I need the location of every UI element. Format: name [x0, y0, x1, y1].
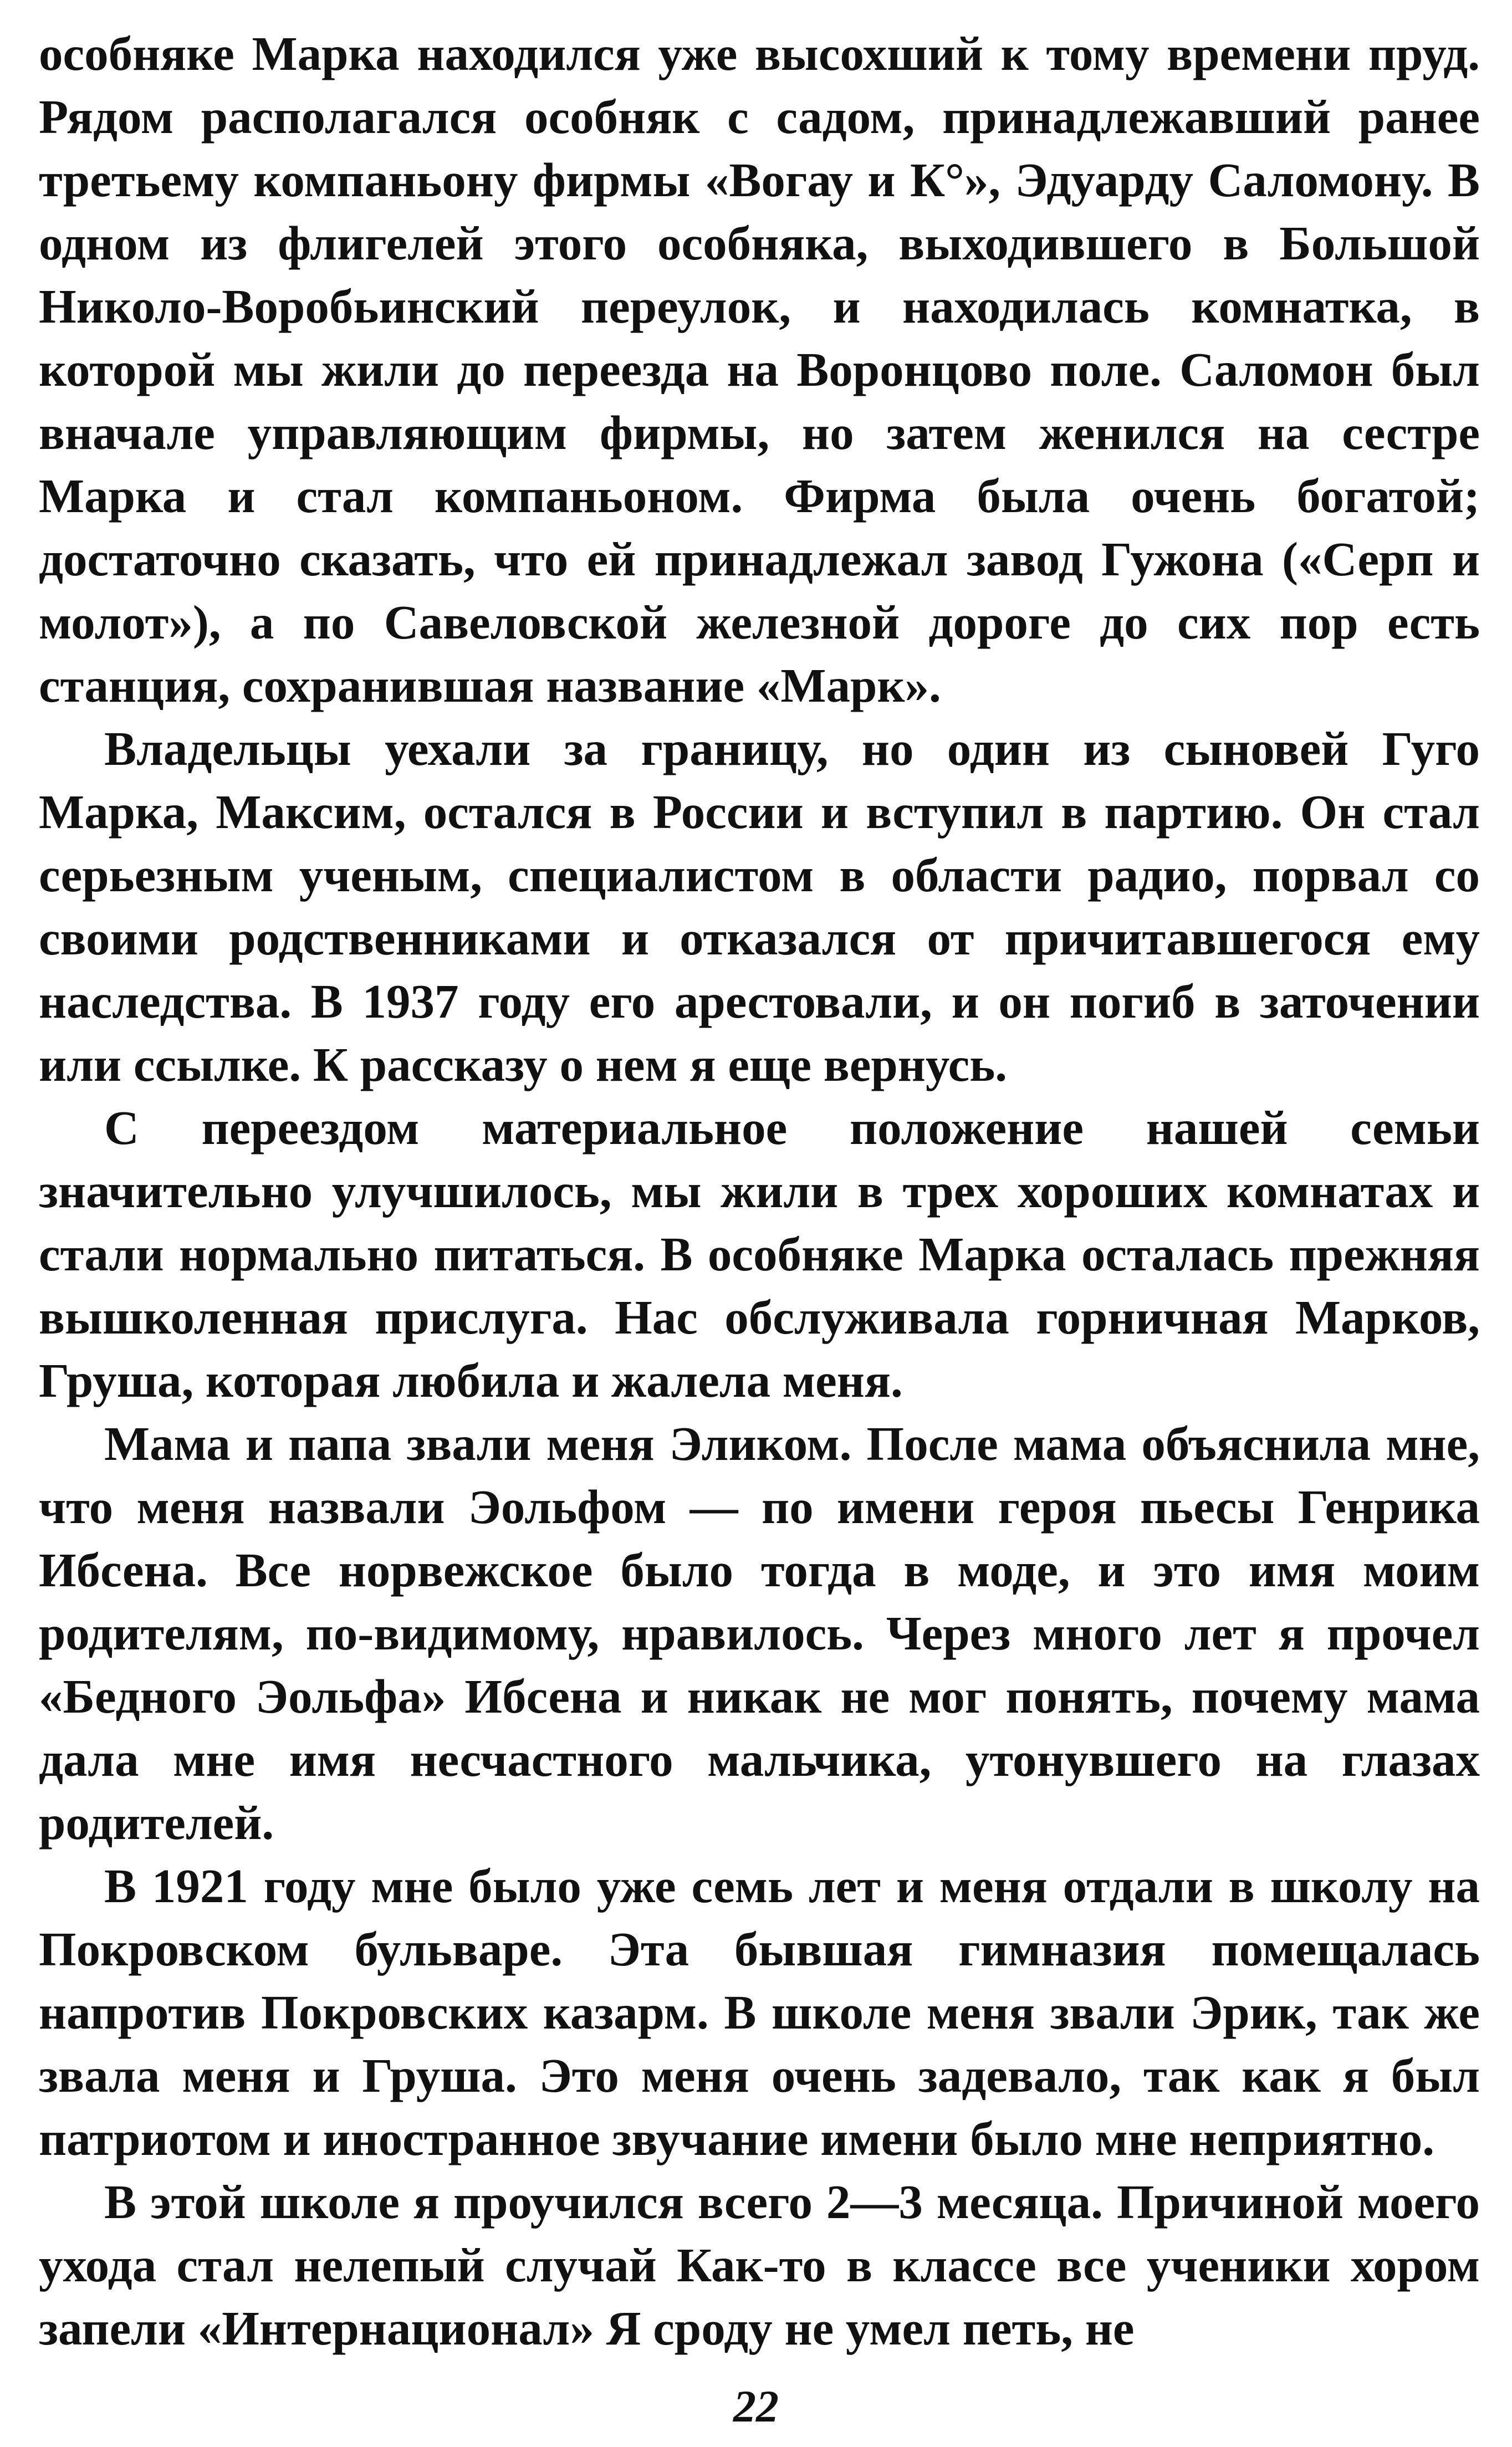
paragraph-moving: С переездом материальное положение нашей семьи значительно улучшилось, мы жили в трех хороших комнатах и стали нормально питаться. В особняке Марка осталась прежняя вышколенная прислуга. Нас обслуживала горничная Марков, Груша, которая любила и жалела меня. — [39, 1101, 1480, 1407]
paragraph-school-leaving: В этой школе я проучился всего 2—3 месяца. Причиной моего ухода стал нелепый случай Как-то в классе все ученики хором запели «Интернационал» Я сроду не умел петь, не — [39, 2175, 1480, 2355]
paragraph-name-elik: Мама и папа звали меня Эликом. После мама объяснила мне, что меня назвали Эольфом — по имени героя пьесы Генрика Ибсена. Все норвежское было тогда в моде, и это имя моим родителям, по-видимому, нравилось. Через много лет я прочел «Бедного Эольфа» Ибсена и никак не мог понять, почему мама дала мне имя несчастного мальчика, утонувшего на глазах родителей. — [39, 1417, 1480, 1850]
book-page — [39, 22, 1480, 2405]
text-body — [39, 22, 1480, 2360]
page-number: 22 — [733, 2381, 779, 2431]
paragraph-school-1921: В 1921 году мне было уже семь лет и меня отдали в школу на Покровском бульваре. Эта бывшая гимназия помещалась напротив Покровских казарм. В школе меня звали Эрик, так же звала меня и Груша. Это меня очень задевало, так как я был патриотом и иностранное звучание имени было мне неприятно. — [39, 1859, 1480, 2165]
paragraph-owners-left: Владельцы уехали за границу, но один из сыновей Гуго Марка, Максим, остался в России и вступил в партию. Он стал серьезным ученым, специалистом в области радио, порвал со своими родственниками и отказался от причитавшегося ему наследства. В 1937 году его арестовали, и он погиб в заточении или ссылке. К рассказу о нем я еще вернусь. — [39, 722, 1480, 1091]
paragraph-continuation: особняке Марка находился уже высохший к тому времени пруд. Рядом располагался особняк с садом, принадлежавший ранее третьему компаньону фирмы «Вогау и К°», Эдуарду Саломону. В одном из флигелей этого особняка, выходившего в Большой Николо-Воробьинский переулок, и находилась комнатка, в которой мы жили до переезда на Воронцово поле. Саломон был вначале управляющим фирмы, но затем женился на сестре Марка и стал компаньоном. Фирма была очень богатой; достаточно сказать, что ей принадлежал завод Гужона («Серп и молот»), а по Савеловской железной дороге до сих пор есть станция, сохранившая название «Марк». — [39, 27, 1480, 712]
